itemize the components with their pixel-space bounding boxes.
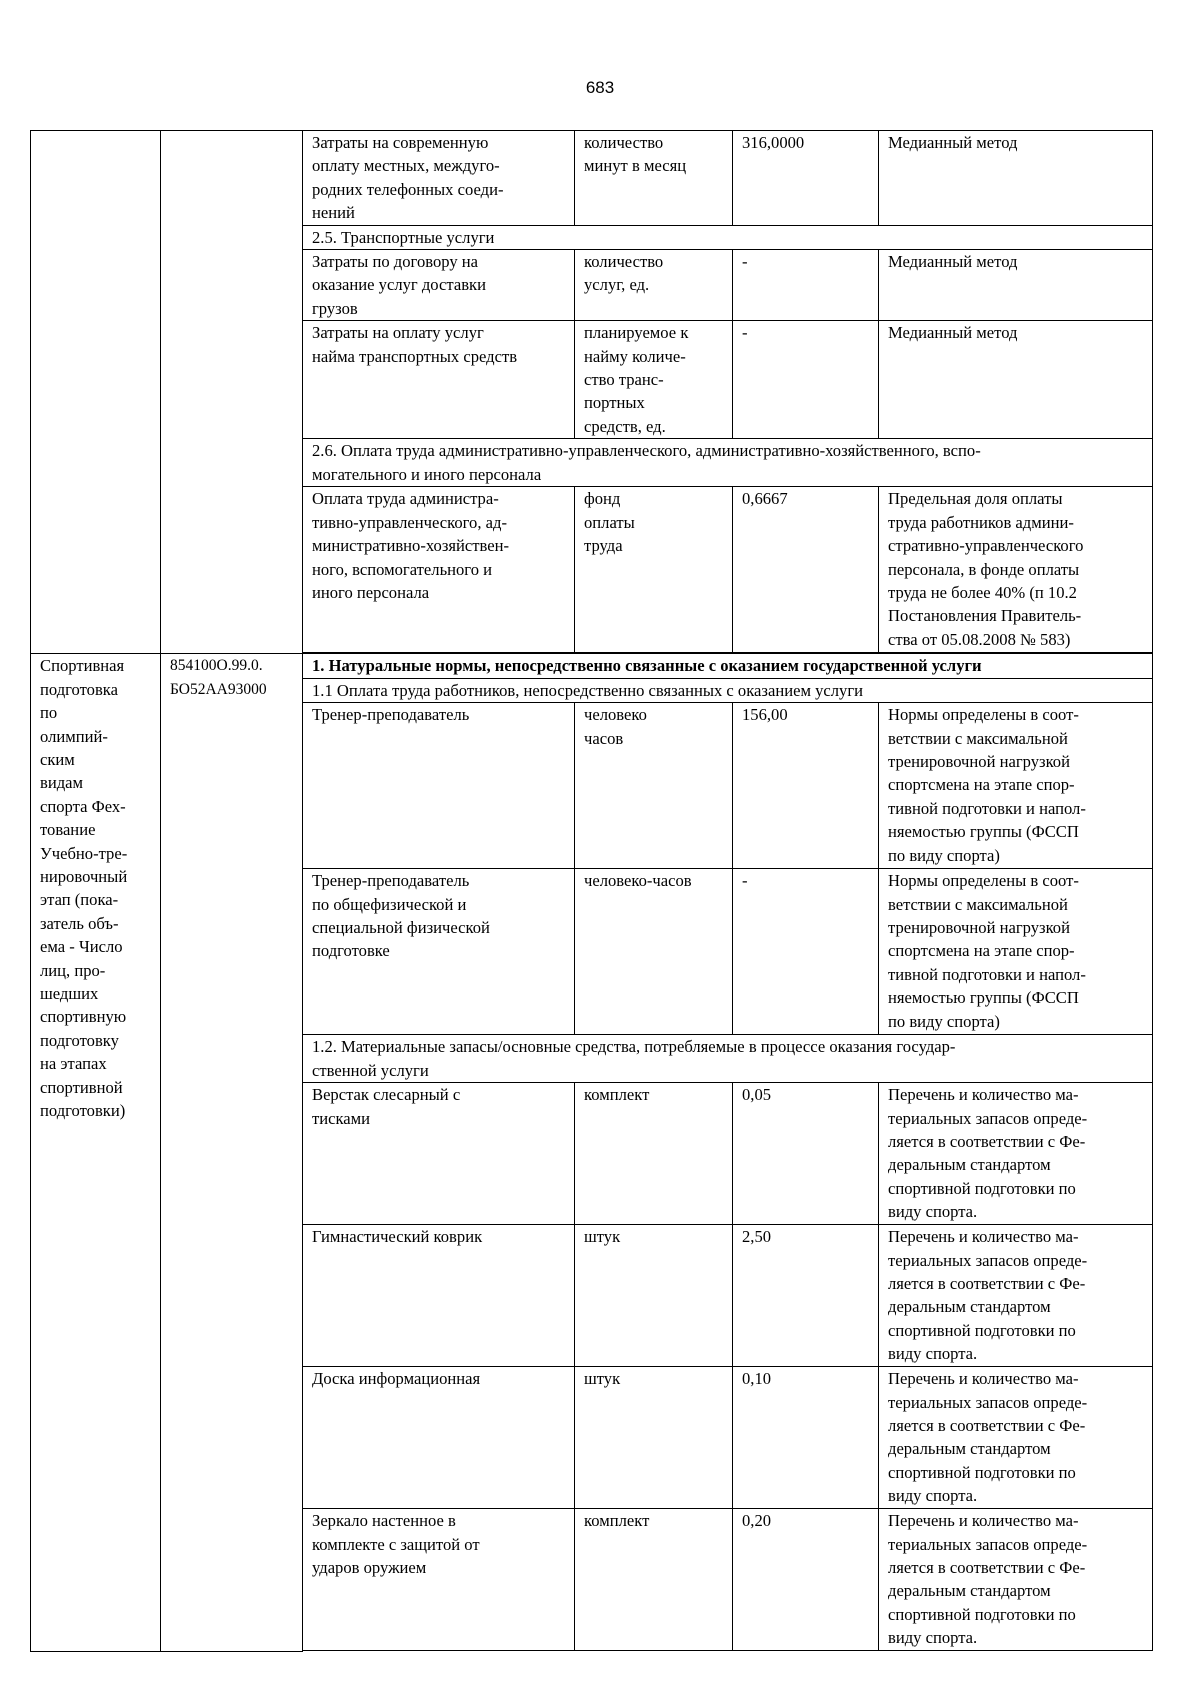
norm-name: Верстак слесарный с тисками	[303, 1083, 575, 1225]
section-heading-1: 1. Натуральные нормы, непосредственно связанные с оказанием государственной услуги	[303, 654, 1153, 678]
norm-unit: штук	[575, 1225, 733, 1367]
table-row	[31, 131, 1153, 226]
norm-method: Медианный метод	[879, 250, 1153, 321]
norm-unit: комплект	[575, 1509, 733, 1651]
service-code-cell-empty	[161, 131, 303, 654]
norm-method: Перечень и количество ма- териальных запасов опреде- ляется в соответствии с Фе- деральным стандартом спортивной подготовки по виду спорта.	[879, 1083, 1153, 1225]
norm-name: Затраты на оплату услуг найма транспортных средств	[303, 321, 575, 439]
norm-method: Медианный метод	[879, 131, 1153, 226]
norm-value: -	[733, 869, 879, 1035]
norm-method: Перечень и количество ма- териальных запасов опреде- ляется в соответствии с Фе- деральным стандартом спортивной подготовки по виду спорта.	[879, 1225, 1153, 1367]
norm-value: -	[733, 321, 879, 439]
norm-unit: человеко часов	[575, 703, 733, 869]
norm-name: Доска информационная	[303, 1367, 575, 1509]
norm-name: Тренер-преподаватель	[303, 703, 575, 869]
norm-name: Гимнастический коврик	[303, 1225, 575, 1367]
norm-unit: штук	[575, 1367, 733, 1509]
norm-value: 2,50	[733, 1225, 879, 1367]
norm-name: Оплата труда администра- тивно-управленческого, ад- министративно-хозяйствен- ного, вспомогательного и иного персонала	[303, 487, 575, 653]
norm-name: Зеркало настенное в комплекте с защитой от ударов оружием	[303, 1509, 575, 1651]
norm-unit: фонд оплаты труда	[575, 487, 733, 653]
norm-name: Затраты по договору на оказание услуг доставки грузов	[303, 250, 575, 321]
norm-method: Предельная доля оплаты труда работников админи- стративно-управленческого персонала, в фонде оплаты труда не более 40% (п 10.2 Постановления Правитель- ства от 05.08.2008 № 583)	[879, 487, 1153, 653]
norm-name: Тренер-преподаватель по общефизической и специальной физической подготовке	[303, 869, 575, 1035]
norm-method: Перечень и количество ма- териальных запасов опреде- ляется в соответствии с Фе- деральным стандартом спортивной подготовки по виду спорта.	[879, 1509, 1153, 1651]
norm-value: 156,00	[733, 703, 879, 869]
section-heading-1-2: 1.2. Материальные запасы/основные средства, потребляемые в процессе оказания государ- ственной услуги	[303, 1035, 1153, 1083]
norm-unit: человеко-часов	[575, 869, 733, 1035]
service-name: Спортивная подготовка по олимпий- ским видам спорта Фех- тование Учебно-тре- нировочный этап (пока- затель объ- ема - Число лиц, про- шедших спортивную подготовку на этапах спортивной подготовки)	[31, 654, 161, 1651]
norm-value: 0,10	[733, 1367, 879, 1509]
norm-method: Перечень и количество ма- териальных запасов опреде- ляется в соответствии с Фе- деральным стандартом спортивной подготовки по виду спорта.	[879, 1367, 1153, 1509]
norm-unit: количество минут в месяц	[575, 131, 733, 226]
norm-unit: количество услуг, ед.	[575, 250, 733, 321]
page-number: 683	[585, 78, 615, 97]
service-name-cell-empty	[31, 131, 161, 654]
section-heading-2-5: 2.5. Транспортные услуги	[303, 225, 1153, 249]
norms-table	[30, 130, 1153, 1652]
norm-method: Нормы определены в соот- ветствии с максимальной тренировочной нагрузкой спортсмена на этапе спор- тивной подготовки и напол- няемостью группы (ФССП по виду спорта)	[879, 703, 1153, 869]
section-heading-2-6: 2.6. Оплата труда административно-управленческого, административно-хозяйственного, вспо- могательного и иного персонала	[303, 439, 1153, 487]
norm-method: Нормы определены в соот- ветствии с максимальной тренировочной нагрузкой спортсмена на этапе спор- тивной подготовки и напол- няемостью группы (ФССП по виду спорта)	[879, 869, 1153, 1035]
norm-value: -	[733, 250, 879, 321]
norm-value: 0,6667	[733, 487, 879, 653]
norm-value: 316,0000	[733, 131, 879, 226]
norm-method: Медианный метод	[879, 321, 1153, 439]
norm-unit: планируемое к найму количе- ство транс- портных средств, ед.	[575, 321, 733, 439]
section-heading-1-1: 1.1 Оплата труда работников, непосредственно связанных с оказанием услуги	[303, 678, 1153, 702]
norm-value: 0,05	[733, 1083, 879, 1225]
norm-value: 0,20	[733, 1509, 879, 1651]
norm-unit: комплект	[575, 1083, 733, 1225]
section-row	[31, 654, 1153, 678]
service-code: 854100О.99.0. БО52АА93000	[161, 654, 303, 1651]
norm-name: Затраты на современную оплату местных, междуго- родних телефонных соеди- нений	[303, 131, 575, 226]
